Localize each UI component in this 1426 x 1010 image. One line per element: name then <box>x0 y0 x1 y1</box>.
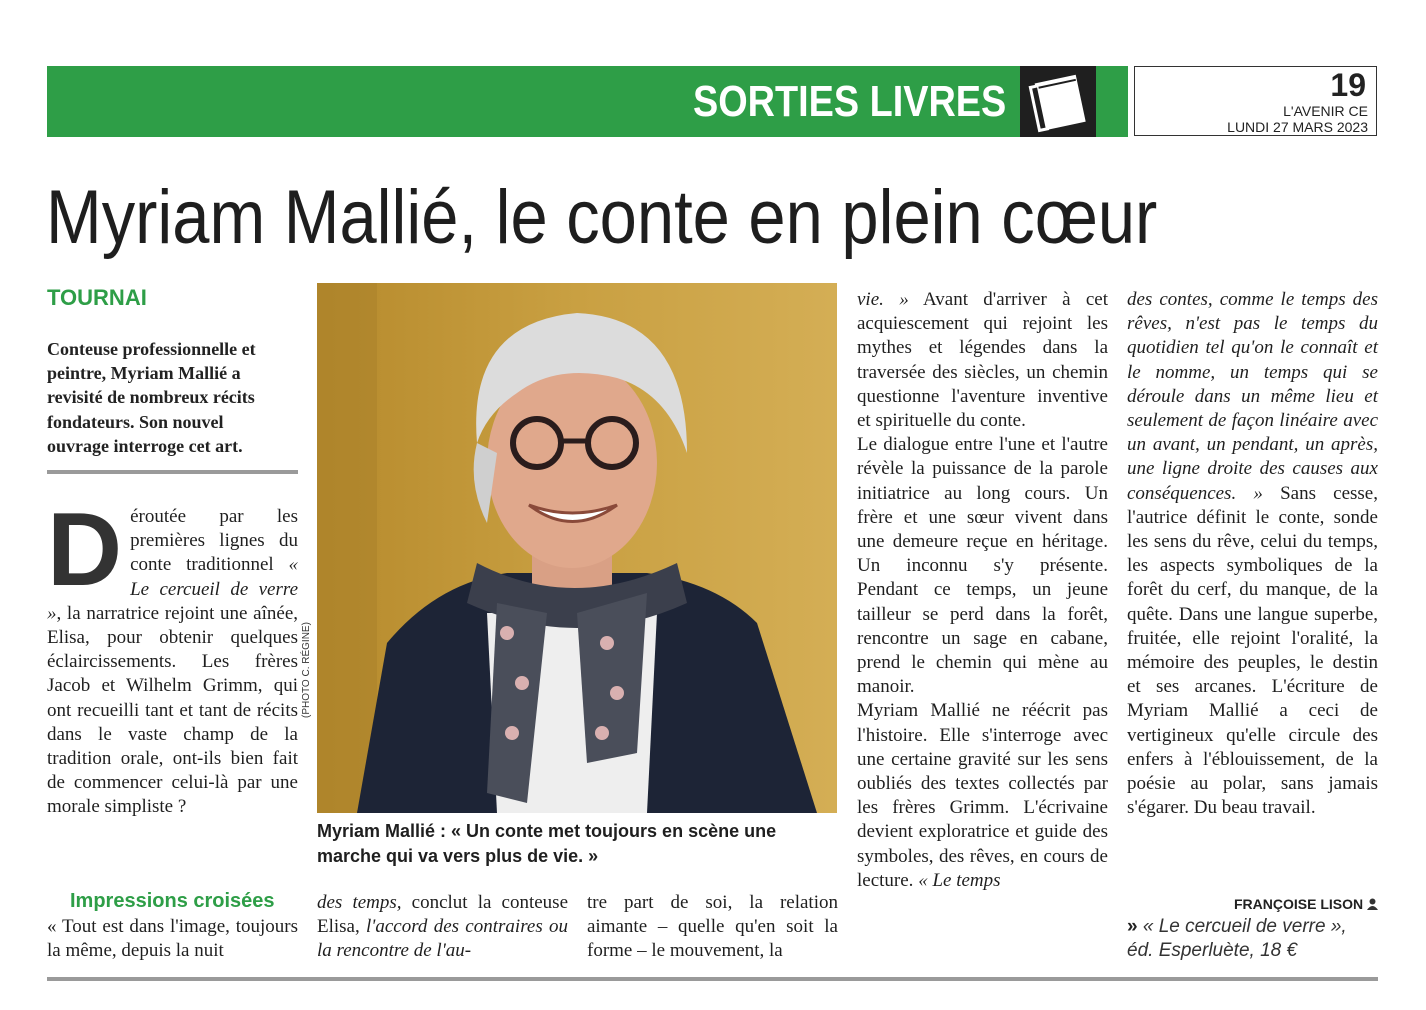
book-icon <box>1020 66 1096 137</box>
body-column-2 <box>317 891 568 964</box>
author-name: FRANÇOISE LISON <box>1233 896 1364 912</box>
lead-paragraph: Conteuse professionnelle et peintre, Myriam Mallié a revisité de nombreux récits fondateurs. Son nouvel ouvrage interroge cet art. <box>47 339 256 456</box>
drop-cap: D <box>47 492 123 608</box>
body-column-4 <box>857 288 1108 893</box>
body-text: éroutée par les premières lignes du conte traditionnel <box>130 506 298 576</box>
reference-text: « Le cercueil de verre », éd. Esperluète, 18 € <box>1127 916 1347 962</box>
quote-text: l'accord des contraires ou la rencontre de l'au- <box>317 916 568 962</box>
page-number: 19 <box>1330 67 1366 103</box>
body-column-3: tre part de soi, la relation aimante – quelle qu'en soit la forme – le mouvement, la <box>587 892 838 962</box>
divider <box>47 470 298 474</box>
quote-text: « Tout est dans l'image, toujours la même, depuis la nuit <box>47 916 298 962</box>
issue-date: LUNDI 27 MARS 2023 <box>1227 119 1368 135</box>
body-text: , la narratrice rejoint une aînée, Elisa, pour obtenir quelques éclaircissements. Les frères Jacob et Wilhelm Grimm, qui ont recueilli tant et tant de récits dans le vaste champ de la tradition orale, ont-ils bien fait de commencer celui-là par une morale simpliste ? <box>47 602 298 818</box>
body-text: conclut la conteuse Elisa, <box>317 892 569 938</box>
quote-text: des contes, comme le temps des rêves, n'est pas le temps du quotidien tel qu'on le connaît et le nomme, un temps qui se déroule dans un même lieu et seulement de façon linéaire avec un avant, un pendant, un après, une ligne droite des causes aux conséquences. » <box>1127 289 1378 504</box>
section-title: SORTIES LIVRES <box>692 77 1006 126</box>
author-signature <box>1234 893 1378 915</box>
book-reference <box>1127 915 1378 963</box>
body-text: Avant d'arriver à cet acquiescement qui rejoint les mythes et légendes dans la traversée des siècles, un chemin questionne l'aventure inventive et spirituelle du conte. <box>857 289 1108 432</box>
page-info-box <box>1134 66 1377 136</box>
quote-text: vie. » <box>857 289 909 310</box>
photo-caption: Myriam Mallié : « Un conte met toujours en scène une marche qui va vers plus de vie. » <box>317 821 777 866</box>
newspaper-name: L'AVENIR CE <box>1283 103 1368 119</box>
body-column-1 <box>47 492 298 820</box>
body-column-5 <box>1127 288 1378 820</box>
headline: Myriam Mallié, le conte en plein cœur <box>46 175 1158 260</box>
person-icon <box>1367 896 1378 912</box>
reference-marker: » <box>1127 916 1138 937</box>
book-title-mention: « Le cercueil de verre » <box>47 554 298 624</box>
dateline-place: TOURNAI <box>47 285 147 310</box>
quote-text: « Le temps <box>918 869 1001 891</box>
portrait-photo <box>317 283 837 813</box>
photo-credit: (PHOTO C. RÉGINE) <box>301 622 312 718</box>
subheading: Impressions croisées <box>70 890 275 912</box>
bottom-divider <box>47 977 1378 981</box>
body-text: Sans cesse, l'autrice définit le conte, sonde les sens du rêve, celui du temps, les aspects symboliques de la forêt du cerf, du manque, de la quête. Dans une langue superbe, fruitée, elle rejoint l'oralité, la mémoire des peuples, le destin et ses arcanes. L'écriture de Myriam Mallié a ceci de vertigineux qu'elle circule des enfers à l'éblouissement, de la poésie au polar, sans jamais s'égarer. Du beau travail. <box>1127 482 1378 819</box>
quote-text: des temps, <box>317 892 402 913</box>
body-paragraph: Le dialogue entre l'une et l'autre révèle la puissance de la parole initiatrice au long cours. Un frère et une sœur vivent dans une demeure reçue en héritage. Un inconnu s'y présente. Pendant ce temps, un jeune tailleur se perd dans la forêt, rencontre un sage en cabane, prend le chemin qui mène au manoir. <box>857 434 1108 698</box>
body-text: Myriam Mallié ne réécrit pas l'histoire. Elle s'interroge avec une certaine gravité sur les sens oubliés des textes collectés par les frères Grimm. L'écrivaine devient exploratrice et guide des symboles, des rêves, en cours de lecture. <box>857 700 1108 891</box>
